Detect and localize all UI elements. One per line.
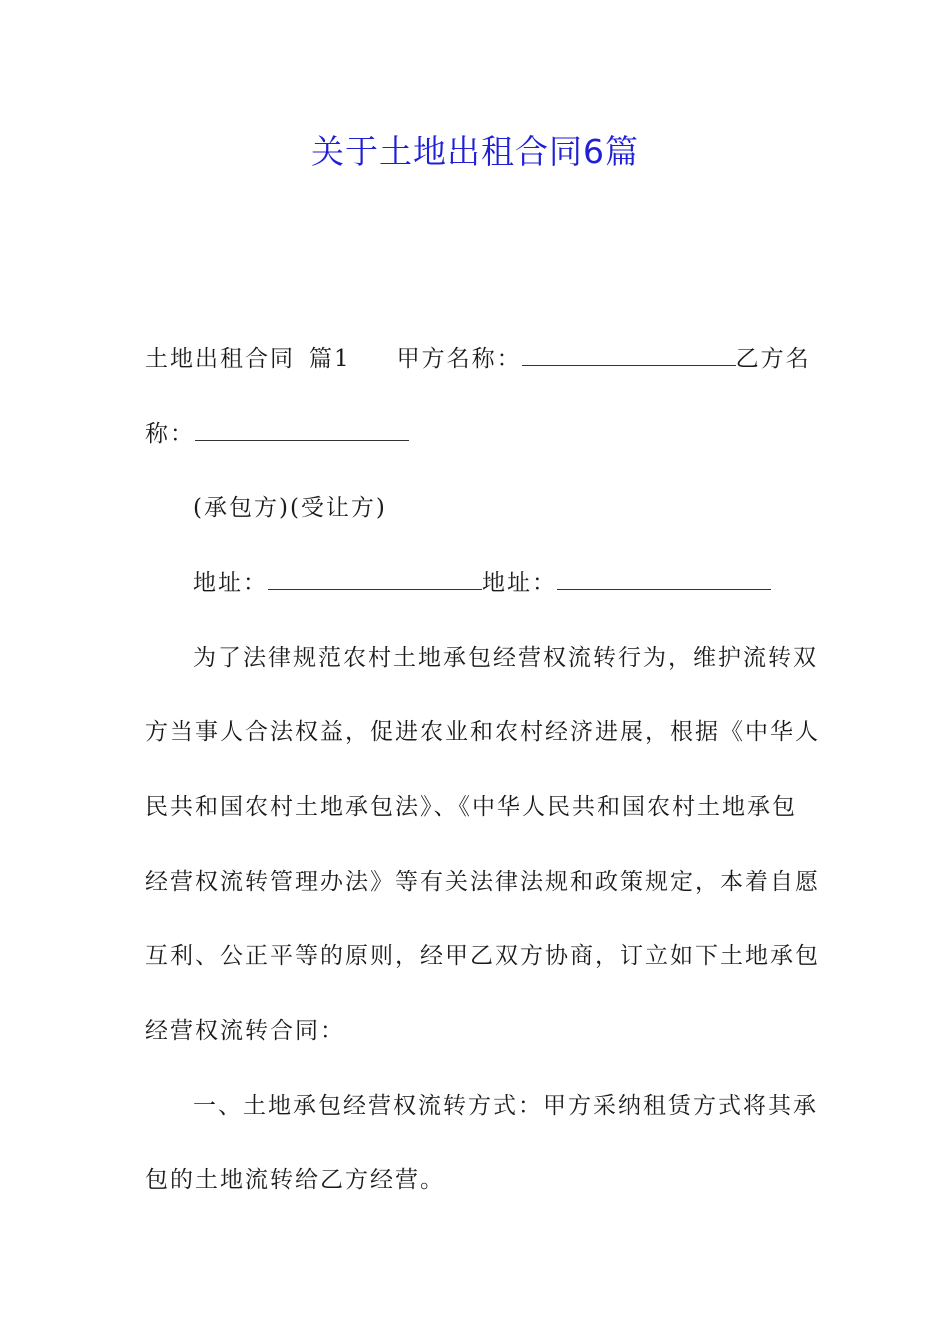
- party-b-name-blank: [195, 414, 409, 441]
- header-line: [145, 339, 815, 379]
- paragraph1-line: 互利、公正平等的原则，经甲乙双方协商，订立如下土地承包: [145, 943, 820, 969]
- party-b-line: [145, 414, 815, 454]
- party-b-address-blank: [557, 563, 771, 590]
- paragraph1-line: 经营权流转合同：: [145, 1018, 345, 1044]
- party-a-address-blank: [268, 563, 482, 590]
- paragraph2-line: 一、土地承包经营权流转方式：甲方采纳租赁方式将其承: [193, 1093, 818, 1119]
- party-a-name-blank: [522, 339, 736, 366]
- paragraph1-line: 为了法律规范农村土地承包经营权流转行为，维护流转双: [193, 645, 818, 671]
- roles-line: (承包方)(受让方): [193, 495, 387, 521]
- party-b-name-label-part1: 乙方名: [735, 346, 811, 372]
- paragraph2-line: 包的土地流转给乙方经营。: [145, 1167, 445, 1193]
- paragraph1-line: 方当事人合法权益，促进农业和农村经济进展，根据《中华人: [145, 719, 820, 745]
- paragraph1-line: 经营权流转管理办法》等有关法律法规和政策规定，本着自愿: [145, 869, 820, 895]
- party-a-name-label: 甲方名称：: [396, 346, 522, 372]
- address-line: [145, 563, 815, 603]
- party-b-address-label: 地址：: [482, 570, 557, 596]
- document-title: 关于土地出租合同6篇: [311, 132, 639, 171]
- section-number: 篇1: [309, 346, 351, 372]
- party-b-name-label-part2: 称：: [145, 421, 195, 447]
- party-a-address-label: 地址：: [193, 570, 268, 596]
- section-title: 土地出租合同: [145, 346, 295, 372]
- paragraph1-line: 民共和国农村土地承包法》、《中华人民共和国农村土地承包: [145, 794, 797, 820]
